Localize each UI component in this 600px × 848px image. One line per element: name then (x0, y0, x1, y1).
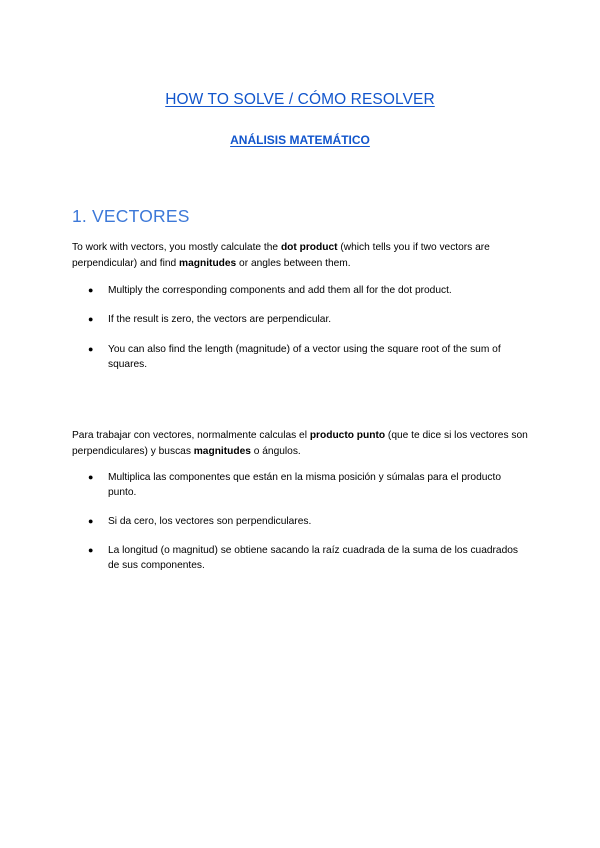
document-subtitle: ANÁLISIS MATEMÁTICO (230, 133, 370, 147)
document-title: HOW TO SOLVE / CÓMO RESOLVER (165, 91, 435, 108)
list-item-text: Multiply the corresponding components and add them all for the dot product. (108, 285, 452, 296)
bullet-icon: ● (88, 285, 94, 295)
intro-bold-term: magnitudes (179, 257, 237, 269)
bullet-icon: ● (88, 472, 94, 482)
list-item (88, 283, 528, 298)
list-item (88, 514, 528, 529)
list-item (88, 312, 528, 327)
intro-bold-term: dot product (280, 242, 338, 253)
intro-text: (which tells you if two vectors are perpendicular) and find (72, 242, 490, 269)
list-item-text: La longitud (o magnitud) se obtiene sacando la raíz cuadrada de la suma de los cuadrados de sus componentes. (108, 545, 519, 571)
list-item (88, 543, 528, 573)
bullet-icon: ● (88, 344, 94, 354)
bullet-icon: ● (88, 314, 94, 324)
intro-text: Para trabajar con vectores, normalmente calculas el (72, 430, 310, 441)
section-heading: 1. VECTORES (72, 206, 190, 226)
intro-bold-term: magnitudes (193, 445, 251, 457)
intro-text: To work with vectors, you mostly calculate the (72, 242, 281, 253)
intro-text: (que te dice si los vectores son perpendiculares) y buscas (72, 430, 528, 457)
intro-text: o ángulos. (250, 445, 301, 457)
list-item (88, 470, 528, 500)
list-item-text: Multiplica las componentes que están en la misma posición y súmalas para el producto punto. (108, 472, 501, 498)
list-item-text: Si da cero, los vectores son perpendiculares. (108, 516, 312, 527)
intro-text: or angles between them. (236, 257, 351, 269)
list-item (88, 342, 528, 372)
bullet-icon: ● (88, 516, 94, 526)
list-item-text: You can also find the length (magnitude) of a vector using the square root of the sum of squares. (108, 344, 501, 370)
intro-paragraph-english (72, 240, 534, 271)
intro-bold-term: producto punto (309, 430, 386, 441)
list-item-text: If the result is zero, the vectors are perpendicular. (108, 314, 332, 325)
bullet-icon: ● (88, 545, 94, 555)
intro-paragraph-spanish (72, 428, 534, 459)
